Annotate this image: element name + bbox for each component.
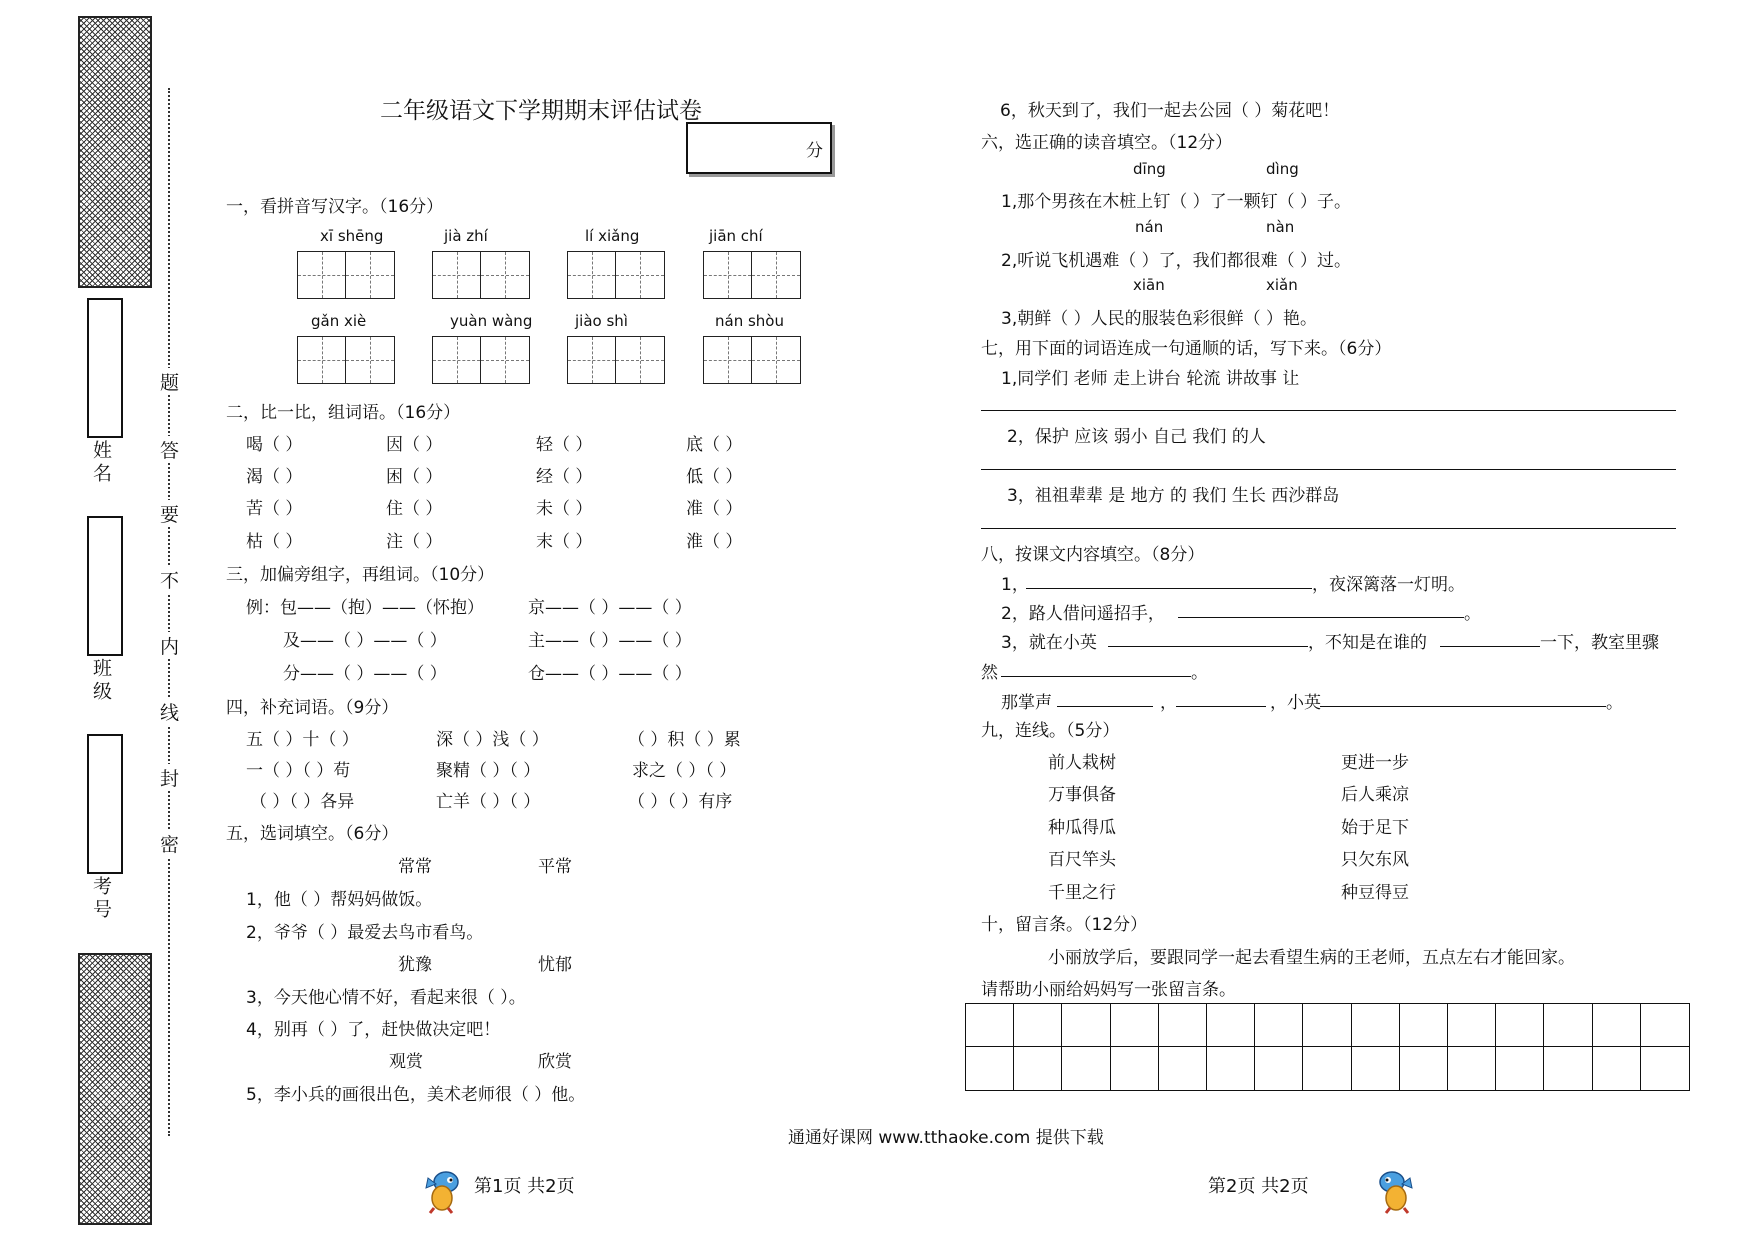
fill-text: ，夜深篱落一灯明。 <box>1312 575 1465 595</box>
writing-grid[interactable] <box>567 251 665 299</box>
pinyin: gǎn xiè <box>311 312 367 330</box>
section-8-heading: 八，按课文内容填空。（8分） <box>981 545 1205 565</box>
word-item: 低（ ） <box>686 467 743 487</box>
word-list: 2，保护 应该 弱小 自己 我们 的人 <box>1007 427 1266 447</box>
answer-line[interactable] <box>981 528 1676 529</box>
pinyin: yuàn wàng <box>450 312 533 330</box>
radical-item: 主——（ ）——（ ） <box>528 631 692 651</box>
page-title: 二年级语文下学期期末评估试卷 <box>380 98 702 124</box>
seal-char: 题 <box>160 368 179 395</box>
radical-item: 及——（ ）——（ ） <box>283 631 447 651</box>
seal-char: 不 <box>160 566 179 593</box>
section-9-heading: 九，连线。（5分） <box>981 721 1120 741</box>
pinyin: jiào shì <box>575 312 628 330</box>
score-suffix: 分 <box>806 141 823 161</box>
section-4-heading: 四，补充词语。（9分） <box>226 698 399 718</box>
fill-text: 。 <box>1191 663 1208 683</box>
seal-char: 密 <box>160 830 179 857</box>
idiom-item: 五（ ）十（ ） <box>246 730 359 750</box>
prompt-text: 请帮助小丽给妈妈写一张留言条。 <box>981 980 1236 1000</box>
binding-hatch-top <box>78 16 152 288</box>
fill-text: 1， <box>1001 575 1029 595</box>
name-label: 姓名 <box>90 440 112 486</box>
fill-blank[interactable] <box>1440 646 1540 647</box>
seal-char: 内 <box>160 632 179 659</box>
seal-dotted-line <box>168 88 170 1136</box>
word-item: 经（ ） <box>536 467 593 487</box>
idiom-item: 一（ ）（ ）苟 <box>246 761 351 781</box>
pinyin: dìng <box>1266 160 1299 178</box>
match-right-item[interactable]: 始于足下 <box>1341 818 1409 838</box>
idiom-item: （ ）（ ）各异 <box>250 792 355 812</box>
idiom-item: 聚精（ ）（ ） <box>436 761 541 781</box>
radical-item: 例：包——（抱）——（怀抱） <box>246 598 484 618</box>
idiom-item: （ ）积（ ）累 <box>628 730 741 750</box>
writing-grid[interactable] <box>297 251 395 299</box>
question: 3,朝鲜（ ）人民的服装色彩很鲜（ ）艳。 <box>1001 309 1318 329</box>
idiom-item: 亡羊（ ）（ ） <box>436 792 541 812</box>
word-item: 轻（ ） <box>536 435 593 455</box>
seal-char: 答 <box>160 436 179 463</box>
class-field[interactable] <box>87 516 123 656</box>
word-item: 苦（ ） <box>246 499 303 519</box>
pinyin: xiǎn <box>1266 276 1298 294</box>
page-number-1: 第1页 共2页 <box>474 1176 575 1197</box>
pinyin: xī shēng <box>320 227 384 245</box>
word-choice: 平常 <box>538 857 572 877</box>
question: 5，李小兵的画很出色，美术老师很（ ）他。 <box>246 1085 586 1105</box>
exam-no-field[interactable] <box>87 734 123 874</box>
word-item: 未（ ） <box>536 499 593 519</box>
radical-item: 分——（ ）——（ ） <box>283 664 447 684</box>
fill-blank[interactable] <box>1320 706 1606 707</box>
seal-char: 封 <box>160 764 179 791</box>
match-right-item[interactable]: 只欠东风 <box>1341 850 1409 870</box>
question: 1，他（ ）帮妈妈做饭。 <box>246 890 433 910</box>
match-left-item[interactable]: 万事俱备 <box>1048 785 1116 805</box>
pinyin: jià zhí <box>444 227 488 245</box>
seal-char: 要 <box>160 500 179 527</box>
word-choice: 常常 <box>398 857 432 877</box>
fill-text: ，不知是在谁的 <box>1308 633 1427 653</box>
question: 6，秋天到了，我们一起去公园（ ）菊花吧！ <box>1000 101 1340 121</box>
idiom-item: 求之（ ）（ ） <box>632 761 737 781</box>
fill-blank[interactable] <box>1108 646 1308 647</box>
pinyin: jiān chí <box>709 227 763 245</box>
pinyin: nàn <box>1266 218 1295 236</box>
pinyin: xiān <box>1133 276 1165 294</box>
idiom-item: 深（ ）浅（ ） <box>436 730 549 750</box>
word-choice: 犹豫 <box>398 955 432 975</box>
fill-blank[interactable] <box>1178 617 1464 618</box>
fill-text: ，小英 <box>1270 693 1321 713</box>
fill-blank[interactable] <box>1026 588 1312 589</box>
word-item: 注（ ） <box>386 532 443 552</box>
pinyin: nán shòu <box>715 312 784 330</box>
pinyin: nán <box>1135 218 1164 236</box>
footer-credit: 通通好课网 www.tthaoke.com 提供下载 <box>788 1128 1104 1148</box>
fill-blank[interactable] <box>1057 706 1153 707</box>
section-3-heading: 三，加偏旁组字，再组词。（10分） <box>226 565 495 585</box>
writing-grid[interactable] <box>432 336 530 384</box>
word-choice: 欣赏 <box>538 1052 572 1072</box>
word-item: 淮（ ） <box>686 532 743 552</box>
fill-text: 那掌声 <box>1001 693 1052 713</box>
writing-grid[interactable] <box>703 251 801 299</box>
word-item: 准（ ） <box>686 499 743 519</box>
mascot-icon <box>1372 1164 1416 1214</box>
word-item: 渴（ ） <box>246 467 303 487</box>
question: 2，爷爷（ ）最爱去鸟市看鸟。 <box>246 923 484 943</box>
fill-blank[interactable] <box>1001 676 1191 677</box>
section-5-heading: 五，选词填空。（6分） <box>226 824 399 844</box>
word-list: 1,同学们 老师 走上讲台 轮流 讲故事 让 <box>1001 369 1300 389</box>
fill-blank[interactable] <box>1176 706 1266 707</box>
fill-text: 2，路人借问遥招手， <box>1001 604 1165 624</box>
idiom-item: （ ）（ ）有序 <box>628 792 733 812</box>
seal-char: 线 <box>160 698 179 725</box>
class-label: 班级 <box>90 658 112 704</box>
binding-hatch-bottom <box>78 953 152 1225</box>
name-field[interactable] <box>87 298 123 438</box>
question: 4，别再（ ）了，赶快做决定吧！ <box>246 1020 501 1040</box>
question: 3，今天他心情不好，看起来很（ ）。 <box>246 988 526 1008</box>
pinyin: lí xiǎng <box>585 227 640 245</box>
match-left-item[interactable]: 千里之行 <box>1048 883 1116 903</box>
word-item: 喝（ ） <box>246 435 303 455</box>
word-item: 因（ ） <box>386 435 443 455</box>
word-item: 底（ ） <box>686 435 743 455</box>
radical-item: 仓——（ ）——（ ） <box>528 664 692 684</box>
match-right-item[interactable]: 种豆得豆 <box>1341 883 1409 903</box>
word-item: 困（ ） <box>386 467 443 487</box>
writing-grid[interactable] <box>703 336 801 384</box>
writing-grid[interactable] <box>432 251 530 299</box>
section-10-heading: 十，留言条。（12分） <box>981 915 1148 935</box>
word-item: 枯（ ） <box>246 532 303 552</box>
answer-line[interactable] <box>981 469 1676 470</box>
fill-text: 。 <box>1464 604 1481 624</box>
word-list: 3，祖祖辈辈 是 地方 的 我们 生长 西沙群岛 <box>1007 486 1340 506</box>
pinyin: dīng <box>1133 160 1166 178</box>
match-left-item[interactable]: 种瓜得瓜 <box>1048 818 1116 838</box>
section-6-heading: 六，选正确的读音填空。（12分） <box>981 133 1233 153</box>
writing-grid[interactable] <box>567 336 665 384</box>
match-left-item[interactable]: 百尺竿头 <box>1048 850 1116 870</box>
page-number-2: 第2页 共2页 <box>1208 1176 1309 1197</box>
question: 1,那个男孩在木桩上钉（ ）了一颗钉（ ）子。 <box>1001 192 1352 212</box>
match-right-item[interactable]: 更进一步 <box>1341 753 1409 773</box>
writing-grid[interactable] <box>297 336 395 384</box>
fill-text: 3，就在小英 <box>1001 633 1097 653</box>
word-choice: 忧郁 <box>538 955 572 975</box>
exam-no-label: 考号 <box>90 876 112 922</box>
fill-text: ， <box>1160 693 1177 713</box>
answer-line[interactable] <box>981 410 1676 411</box>
mascot-icon <box>422 1164 466 1214</box>
question: 2,听说飞机遇难（ ）了，我们都很难（ ）过。 <box>1001 251 1352 271</box>
prompt-text: 小丽放学后，要跟同学一起去看望生病的王老师，五点左右才能回家。 <box>1048 948 1575 968</box>
section-2-heading: 二，比一比，组词语。（16分） <box>226 403 461 423</box>
radical-item: 京——（ ）——（ ） <box>528 598 692 618</box>
section-7-heading: 七，用下面的词语连成一句通顺的话，写下来。（6分） <box>981 339 1392 359</box>
word-choice: 观赏 <box>389 1052 423 1072</box>
word-item: 末（ ） <box>536 532 593 552</box>
fill-text: 。 <box>1606 693 1623 713</box>
section-1-heading: 一，看拼音写汉字。（16分） <box>226 197 444 217</box>
match-right-item[interactable]: 后人乘凉 <box>1341 785 1409 805</box>
note-writing-grid[interactable] <box>965 1003 1690 1091</box>
match-left-item[interactable]: 前人栽树 <box>1048 753 1116 773</box>
word-item: 住（ ） <box>386 499 443 519</box>
fill-text: 然 <box>981 663 998 683</box>
fill-text: 一下，教室里骤 <box>1540 633 1659 653</box>
